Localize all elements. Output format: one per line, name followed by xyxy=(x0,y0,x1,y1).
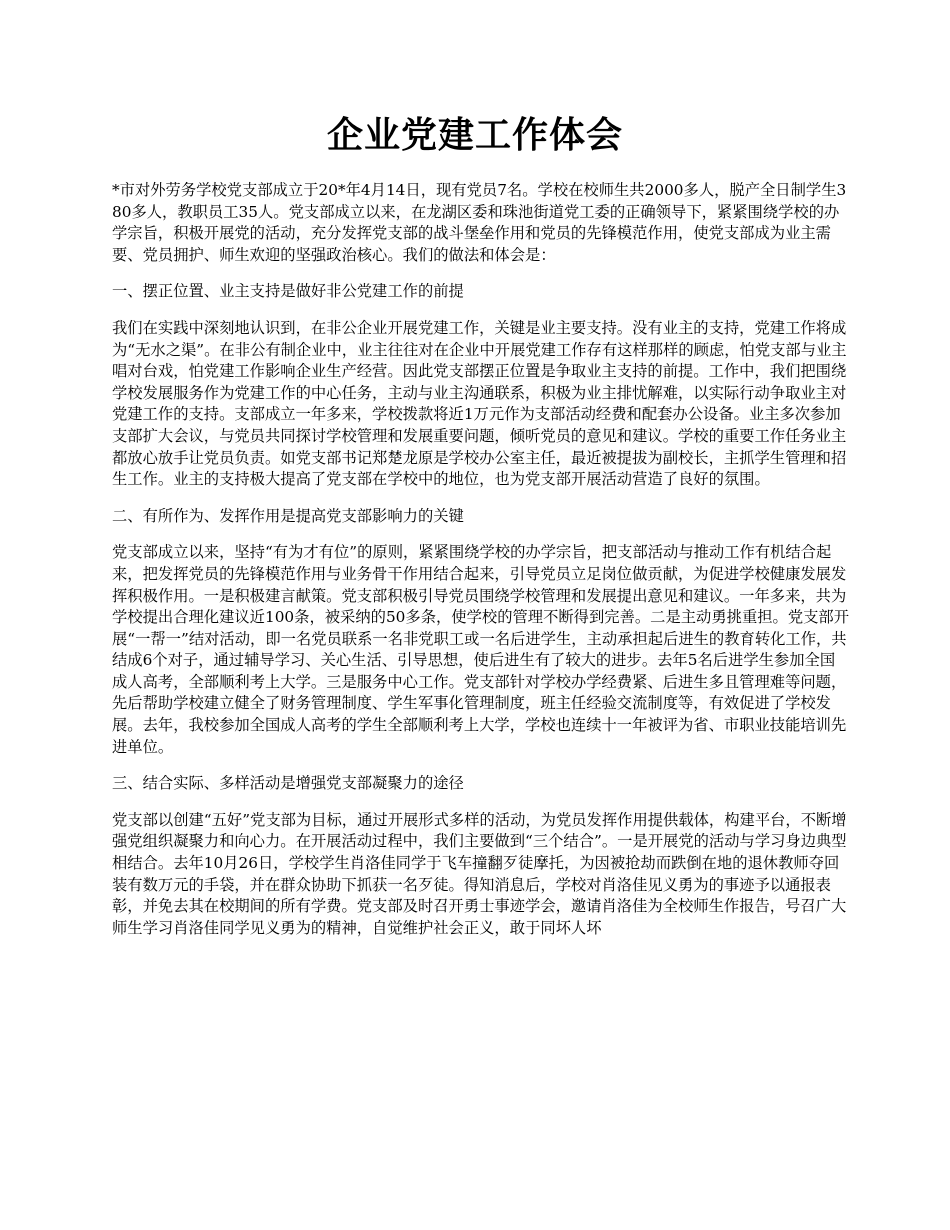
document-body xyxy=(112,180,850,954)
section-3-paragraph: 党支部以创建“五好”党支部为目标，通过开展形式多样的活动，为党员发挥作用提供载体，构建平台，不断增强党组织凝聚力和向心力。在开展活动过程中，我们主要做到“三个结合”。一是开展党的活动与学习身边典型相结合。去年10月26日，学校学生肖洛佳同学于飞车撞翻歹徒摩托，为因被抢劫而跌倒在地的退休教师夺回装有数万元的手袋，并在群众协助下抓获一名歹徒。得知消息后，学校对肖洛佳见义勇为的事迹予以通报表彰，并免去其在校期间的所有学费。党支部及时召开勇士事迹学会，邀请肖洛佳为全校师生作报告，号召广大师生学习肖洛佳同学见义勇为的精神，自觉维护社会正义，敢于同坏人坏 xyxy=(112,810,847,937)
intro-paragraph: *市对外劳务学校党支部成立于20*年4月14日，现有党员7名。学校在校师生共2000多人，脱产全日制学生380多人，教职员工35人。党支部成立以来，在龙湖区委和珠池街道党工委的正确领导下，紧紧围绕学校的办学宗旨，积极开展党的活动，充分发挥党支部的战斗堡垒作用和党员的先锋模范作用，使党支部成为业主需要、党员拥护、师生欢迎的坚强政治核心。我们的做法和体会是： xyxy=(112,181,847,264)
section-heading-2: 二、有所作为、发挥作用是提高党支部影响力的关键 xyxy=(112,506,464,525)
section-2-paragraph: 党支部成立以来，坚持“有为才有位”的原则，紧紧围绕学校的办学宗旨，把支部活动与推动工作有机结合起来，把发挥党员的先锋模范作用与业务骨干作用结合起来，引导党员立足岗位做贡献，为促进学校健康发展发挥积极作用。一是积极建言献策。党支部积极引导党员围绕学校管理和发展提出意见和建议。一年多来，共为学校提出合理化建议近100条，被采纳的50多条，使学校的管理不断得到完善。二是主动勇挑重担。党支部开展“一帮一”结对活动，即一名党员联系一名非党职工或一名后进学生，主动承担起后进生的教育转化工作，共结成6个对子，通过辅导学习、关心生活、引导思想，使后进生有了较大的进步。去年5名后进学生参加全国成人高考，全部顺利考上大学。三是服务中心工作。党支部针对学校办学经费紧、后进生多且管理难等问题，先后帮助学校建立健全了财务管理制度、学生军事化管理制度，班主任经验交流制度等，有效促进了学校发展。去年，我校参加全国成人高考的学生全部顺利考上大学，学校也连续十一年被评为省、市职业技能培训先进单位。 xyxy=(112,543,850,756)
section-heading-3: 三、结合实际、多样活动是增强党支部凝聚力的途径 xyxy=(112,774,464,793)
section-1-paragraph: 我们在实践中深刻地认识到，在非公企业开展党建工作，关键是业主要支持。没有业主的支持，党建工作将成为“无水之渠”。在非公有制企业中，业主往往对在企业中开展党建工作存有这样那样的顾虑，怕党支部与业主唱对台戏，怕党建工作影响企业生产经营。因此党支部摆正位置是争取业主支持的前提。工作中，我们把围绕学校发展服务作为党建工作的中心任务，主动与业主沟通联系，积极为业主排忧解难，以实际行动争取业主对党建工作的支持。支部成立一年多来，学校拨款将近1万元作为支部活动经费和配套办公设备。业主多次参加支部扩大会议，与党员共同探讨学校管理和发展重要问题，倾听党员的意见和建议。学校的重要工作任务业主都放心放手让党员负责。如党支部书记郑楚龙原是学校办公室主任，最近被提拔为副校长，主抓学生管理和招生工作。业主的支持极大提高了党支部在学校中的地位，也为党支部开展活动营造了良好的氛围。 xyxy=(112,318,847,489)
document-title: 企业党建工作体会 xyxy=(326,115,623,156)
section-heading-1: 一、摆正位置、业主支持是做好非公党建工作的前提 xyxy=(112,282,464,301)
